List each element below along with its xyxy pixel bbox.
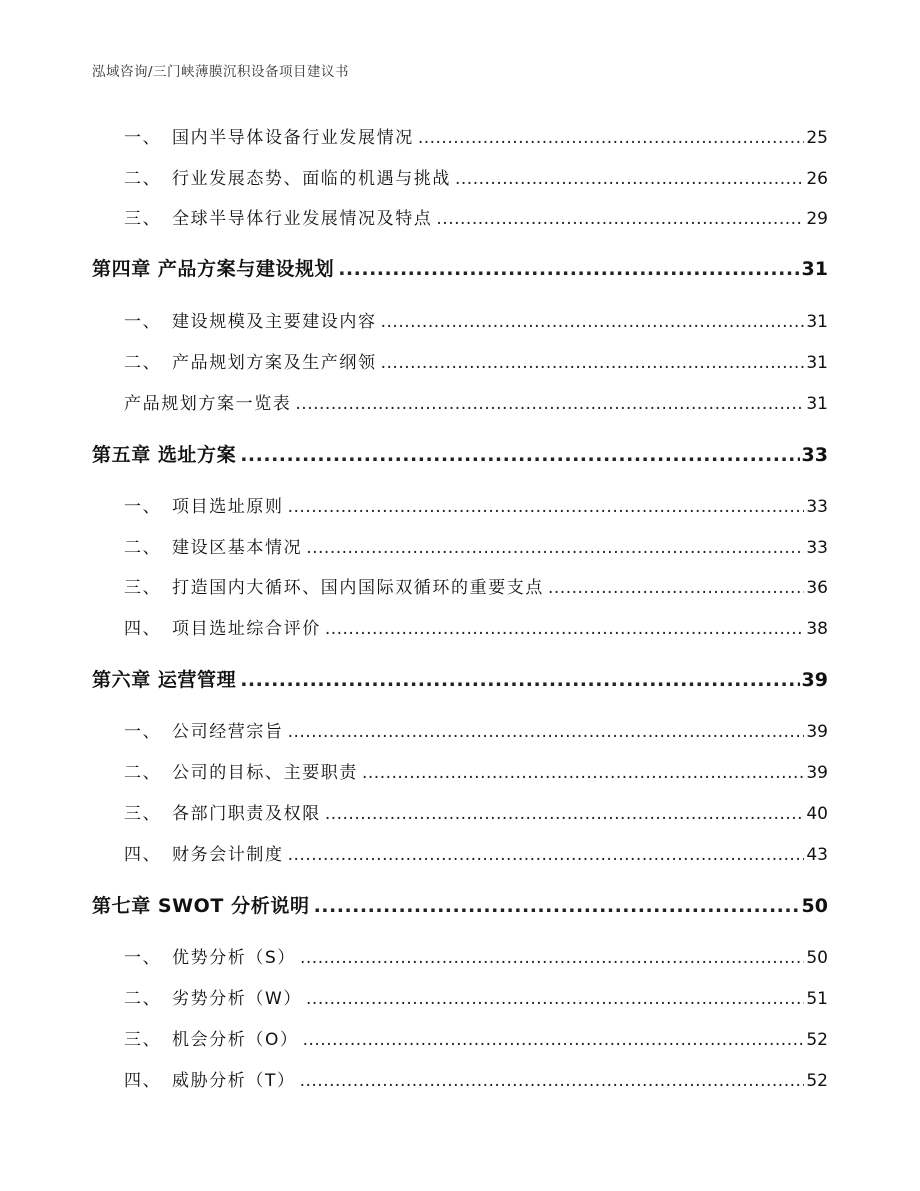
dot-leader [418,128,805,148]
toc-entry-number: 二、 [124,763,162,783]
toc-entry[interactable] [92,614,828,639]
dot-leader [300,948,804,968]
toc-entry[interactable] [92,840,828,865]
toc-entry-number: 三、 [124,1030,162,1050]
toc-entry-title: 产品规划方案及生产纲领 [172,353,377,373]
toc-entry-number: 一、 [124,312,162,332]
toc-chapter-title: 产品方案与建设规划 [157,258,335,280]
toc-entry-page: 33 [806,497,828,517]
toc-entry-title: 建设规模及主要建设内容 [172,312,377,332]
toc-chapter-number: 第四章 [92,258,151,280]
toc-entry[interactable] [92,492,828,517]
toc-entry[interactable] [92,984,828,1009]
toc-entry-title: 公司经营宗旨 [172,722,284,742]
dot-leader [306,538,804,558]
toc-entry-title: 优势分析（S） [172,948,296,968]
toc-entry-title: 行业发展态势、面临的机遇与挑战 [172,169,451,189]
toc-entry-page: 25 [806,128,828,148]
toc-entry[interactable] [92,164,828,189]
toc-entry-title: 威胁分析（T） [172,1071,296,1091]
toc-entry-title: 产品规划方案一览表 [124,394,292,414]
toc-chapter-number: 第六章 [92,669,151,691]
toc-entry-page: 36 [806,578,828,598]
dot-leader [288,497,805,517]
toc-entry-page: 31 [806,394,828,414]
toc-entry-title: 各部门职责及权限 [172,804,321,824]
toc-entry-number: 一、 [124,497,162,517]
toc-entry-number: 三、 [124,578,162,598]
toc-chapter[interactable] [92,254,828,281]
toc-entry-title: 公司的目标、主要职责 [172,763,358,783]
toc-chapter-title: SWOT 分析说明 [157,895,310,917]
toc-entry-page: 52 [806,1030,828,1050]
toc-entry[interactable] [92,799,828,824]
toc-entry[interactable] [92,533,828,558]
dot-leader [303,1030,805,1050]
dot-leader [314,895,800,917]
toc-entry-number: 三、 [124,804,162,824]
toc-entry-page: 39 [806,763,828,783]
toc-entry[interactable] [92,573,828,598]
toc-chapter-title: 选址方案 [157,444,237,466]
toc-entry-title: 项目选址原则 [172,497,284,517]
dot-leader [548,578,804,598]
toc-entry-number: 四、 [124,845,162,865]
dot-leader [325,804,805,824]
dot-leader [338,258,799,280]
dot-leader [325,619,805,639]
toc-entry[interactable] [92,943,828,968]
running-header: 泓域咨询/三门峡薄膜沉积设备项目建议书 [92,64,350,80]
toc-entry-number: 二、 [124,353,162,373]
header-divider [92,88,828,89]
toc-chapter-page: 33 [801,444,828,466]
toc-chapter[interactable] [92,891,828,918]
toc-chapter-number: 第七章 [92,895,151,917]
toc-entry-page: 52 [806,1071,828,1091]
toc-entry-title: 劣势分析（W） [172,989,303,1009]
toc-chapter-page: 50 [801,895,828,917]
toc-entry-number: 二、 [124,538,162,558]
toc-entry-page: 31 [806,312,828,332]
toc-entry-number: 四、 [124,619,162,639]
dot-leader [436,209,804,229]
toc-chapter-number: 第五章 [92,444,151,466]
dot-leader [362,763,804,783]
toc-chapter[interactable] [92,440,828,467]
toc-entry[interactable] [92,1025,828,1050]
toc-chapter-page: 39 [801,669,828,691]
toc-entry-page: 51 [806,989,828,1009]
toc-entry-page: 39 [806,722,828,742]
toc-entry-title: 打造国内大循环、国内国际双循环的重要支点 [172,578,544,598]
toc-entry[interactable] [92,348,828,373]
dot-leader [455,169,804,189]
toc-entry-title: 国内半导体设备行业发展情况 [172,128,414,148]
toc-entry-title: 项目选址综合评价 [172,619,321,639]
toc-entry-page: 38 [806,619,828,639]
dot-leader [288,722,805,742]
toc-entry[interactable] [92,389,828,414]
toc-entry-page: 31 [806,353,828,373]
toc-entry-page: 40 [806,804,828,824]
toc-entry[interactable] [92,123,828,148]
dot-leader [295,394,804,414]
dot-leader [240,669,799,691]
toc-entry-number: 一、 [124,128,162,148]
toc-entry-page: 26 [806,169,828,189]
toc-entry-title: 财务会计制度 [172,845,284,865]
toc-entry[interactable] [92,758,828,783]
dot-leader [381,312,805,332]
dot-leader [288,845,805,865]
toc-entry-title: 建设区基本情况 [172,538,303,558]
toc-entry-title: 全球半导体行业发展情况及特点 [172,209,433,229]
toc-entry[interactable] [92,717,828,742]
dot-leader [240,444,799,466]
toc-entry[interactable] [92,307,828,332]
toc-entry-number: 一、 [124,722,162,742]
dot-leader [306,989,804,1009]
dot-leader [300,1071,805,1091]
toc-chapter[interactable] [92,665,828,692]
toc-entry[interactable] [92,204,828,229]
toc-entry-page: 33 [806,538,828,558]
toc-entry-title: 机会分析（O） [172,1030,299,1050]
dot-leader [381,353,805,373]
toc-chapter-title: 运营管理 [157,669,237,691]
toc-entry-number: 四、 [124,1071,162,1091]
toc-entry[interactable] [92,1066,828,1091]
toc-entry-number: 三、 [124,209,162,229]
toc-entry-number: 一、 [124,948,162,968]
toc-entry-page: 29 [806,209,828,229]
toc-entry-number: 二、 [124,169,162,189]
toc-entry-page: 50 [806,948,828,968]
toc-entry-page: 43 [806,845,828,865]
toc-chapter-page: 31 [801,258,828,280]
toc-entry-number: 二、 [124,989,162,1009]
